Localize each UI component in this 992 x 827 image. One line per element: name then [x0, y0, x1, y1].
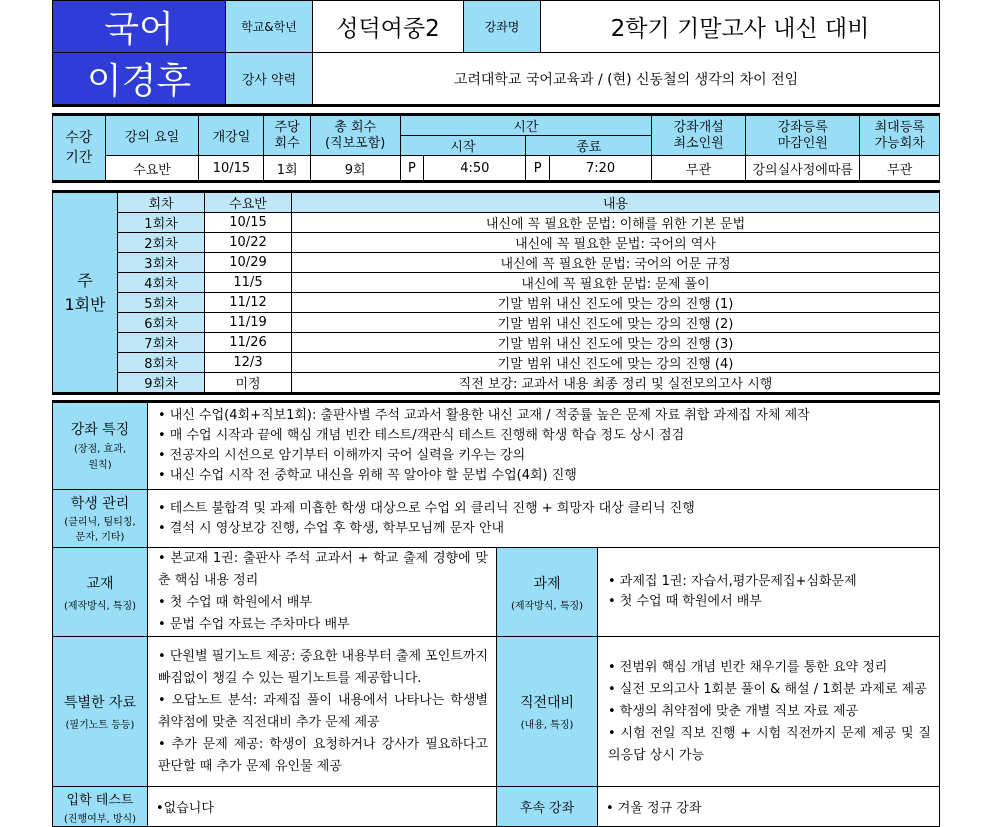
- value-weekly: 1회: [264, 156, 310, 182]
- schedule-content: 기말 범위 내신 진도에 맞는 강의 진행 (2): [292, 313, 940, 333]
- header-deadline: 강좌등록 마감인원: [746, 115, 860, 156]
- profile-value: 고려대학교 국어교육과 / (현) 신동철의 생각의 차이 전임: [313, 53, 940, 106]
- schedule-row: [53, 233, 940, 253]
- homework-label-cell: [497, 548, 598, 637]
- management-content: [148, 490, 940, 548]
- value-end-ap: P: [526, 156, 550, 182]
- special-content: [148, 637, 497, 787]
- header-max: 최대등록 가능회차: [860, 115, 940, 156]
- final-prep-sub: (내용, 특징): [520, 720, 574, 731]
- features-item: • 매 수업 시작과 끝에 핵심 개념 빈칸 테스트/객관식 테스트 진행해 학생 학습 정도 상시 점검: [158, 428, 685, 443]
- homework-label: 과제: [533, 575, 561, 592]
- management-label-cell: [53, 490, 148, 548]
- features-item: • 내신 수업 시작 전 중학교 내신을 위해 꼭 알아야 할 문법 수업(4회) 진행: [158, 468, 577, 483]
- textbook-item: • 문법 수업 자료는 주차마다 배부: [158, 617, 350, 632]
- schedule-row: [53, 273, 940, 293]
- value-day: 수요반: [105, 156, 199, 182]
- value-start: 4:50: [424, 156, 526, 182]
- schedule-content: 내신에 꼭 필요한 문법: 국어의 역사: [292, 233, 940, 253]
- schedule-header-content: 내용: [292, 192, 940, 213]
- entrance-label-cell: [53, 787, 148, 827]
- final-prep-item: • 시험 전일 직보 진행 + 시험 직전까지 문제 제공 및 질의응답 상시 가능: [608, 725, 931, 763]
- schedule-table: [52, 190, 940, 395]
- textbook-label-cell: [53, 548, 148, 637]
- details-table: [52, 400, 940, 827]
- schedule-row: [53, 353, 940, 373]
- entrance-label: 입학 테스트: [66, 792, 134, 808]
- schedule-content: 기말 범위 내신 진도에 맞는 강의 진행 (3): [292, 333, 940, 353]
- value-total: 9회: [310, 156, 400, 182]
- final-prep-item: • 전범위 핵심 개념 빈칸 채우기를 통한 요약 정리: [608, 659, 888, 675]
- profile-label: 강사 약력: [226, 53, 313, 106]
- header-total: 총 회수 (직보포함): [310, 115, 400, 156]
- course-value: 2학기 기말고사 내신 대비: [541, 1, 940, 53]
- schedule-session: 3회차: [118, 253, 205, 273]
- header-end: 종료: [526, 136, 652, 156]
- header-time: 시간: [400, 115, 652, 136]
- features-item: • 내신 수업(4회+직보1회): 출판사별 주석 교과서 활용한 내신 교재 / 적중률 높은 문제 자료 취합 과제집 자체 제작: [158, 408, 810, 423]
- schedule-content: 기말 범위 내신 진도에 맞는 강의 진행 (1): [292, 293, 940, 313]
- schedule-content: 기말 범위 내신 진도에 맞는 강의 진행 (4): [292, 353, 940, 373]
- schedule-session: 2회차: [118, 233, 205, 253]
- textbook-item: • 첫 수업 때 학원에서 배부: [158, 595, 312, 610]
- schedule-date: 10/22: [205, 233, 292, 253]
- followup-label: 후속 강좌: [497, 787, 598, 827]
- final-prep-item: • 실전 모의고사 1회분 풀이 & 해설 / 1회분 과제로 제공: [608, 681, 927, 697]
- schedule-date: 11/12: [205, 293, 292, 313]
- header-table: [52, 0, 940, 107]
- special-sub: (필기노트 등등): [65, 720, 135, 731]
- period-row-label: 수강 기간: [53, 115, 106, 182]
- schedule-session: 7회차: [118, 333, 205, 353]
- schedule-date: 10/29: [205, 253, 292, 273]
- management-item: • 결석 시 영상보강 진행, 수업 후 학생, 학부모님께 문자 안내: [158, 520, 505, 536]
- schedule-date: 10/15: [205, 213, 292, 233]
- management-sub: (클리닉, 팀티칭, 문자, 기타): [64, 516, 136, 543]
- schedule-session: 1회차: [118, 213, 205, 233]
- textbook-content: [148, 548, 497, 637]
- schedule-date: 미정: [205, 373, 292, 394]
- value-deadline: 강의실사정에따름: [746, 156, 860, 182]
- special-label-cell: [53, 637, 148, 787]
- school-label: 학교&학년: [226, 1, 313, 53]
- management-item: • 테스트 불합격 및 과제 미흡한 학생 대상으로 수업 외 클리닉 진행 + 희망자 대상 클리닉 진행: [158, 500, 695, 516]
- schedule-row: [53, 333, 940, 353]
- header-day: 강의 요일: [105, 115, 199, 156]
- schedule-session: 6회차: [118, 313, 205, 333]
- homework-content: [598, 548, 940, 637]
- schedule-row: [53, 293, 940, 313]
- final-prep-label: 직전대비: [519, 695, 575, 711]
- value-min: 무관: [652, 156, 746, 182]
- final-prep-content: [598, 637, 940, 787]
- features-label-cell: [53, 402, 148, 490]
- schedule-session: 8회차: [118, 353, 205, 373]
- special-item: • 오답노트 분석: 과제집 풀이 내용에서 나타나는 학생별 취약점에 맞춘 직전대비 추가 문제 제공: [158, 692, 488, 730]
- features-content: [148, 402, 940, 490]
- textbook-label: 교재: [86, 575, 114, 592]
- header-start: 시작: [400, 136, 526, 156]
- schedule-row: [53, 213, 940, 233]
- final-prep-label-cell: [497, 637, 598, 787]
- schedule-date: 11/19: [205, 313, 292, 333]
- schedule-session: 5회차: [118, 293, 205, 313]
- entrance-sub: (진행여부, 방식): [63, 813, 137, 825]
- schedule-session: 4회차: [118, 273, 205, 293]
- period-table: [52, 113, 940, 183]
- special-label: 특별한 자료: [63, 695, 137, 711]
- homework-item: • 첫 수업 때 학원에서 배부: [608, 594, 762, 609]
- features-sub: (장점, 효과, 원칙): [73, 443, 127, 471]
- subject-title: 국어: [53, 1, 226, 53]
- course-label: 강좌명: [464, 1, 541, 53]
- schedule-row: [53, 313, 940, 333]
- special-item: • 추가 문제 제공: 학생이 요청하거나 강사가 필요하다고 판단할 때 추가 문제 유인물 제공: [158, 736, 488, 774]
- schedule-date: 11/5: [205, 273, 292, 293]
- homework-sub: (제작방식, 특징): [510, 600, 584, 612]
- schedule-date: 11/26: [205, 333, 292, 353]
- schedule-content: 내신에 꼭 필요한 문법: 국어의 어문 규정: [292, 253, 940, 273]
- schedule-content: 내신에 꼭 필요한 문법: 이해를 위한 기본 문법: [292, 213, 940, 233]
- schedule-header-date: 수요반: [205, 192, 292, 213]
- entrance-value: •없습니다: [148, 787, 497, 827]
- schedule-session: 9회차: [118, 373, 205, 394]
- value-open: 10/15: [199, 156, 264, 182]
- teacher-name: 이경후: [53, 53, 226, 106]
- header-weekly: 주당 회수: [264, 115, 310, 156]
- management-label: 학생 관리: [70, 495, 130, 512]
- value-max: 무관: [860, 156, 940, 182]
- schedule-header-session: 회차: [118, 192, 205, 213]
- special-item: • 단원별 필기노트 제공: 중요한 내용부터 출제 포인트까지 빠짐없이 챙길 수 있는 필기노트를 제공합니다.: [158, 648, 488, 686]
- final-prep-item: • 학생의 취약점에 맞춘 개별 직보 자료 제공: [608, 703, 859, 719]
- textbook-sub: (제작방식, 특징): [63, 600, 137, 612]
- header-min: 강좌개설 최소인원: [652, 115, 746, 156]
- schedule-row-label: 주 1회반: [53, 192, 118, 394]
- value-start-ap: P: [400, 156, 424, 182]
- schedule-row: [53, 253, 940, 273]
- textbook-item: • 본교재 1권: 출판사 주석 교과서 + 학교 출제 경향에 맞춘 핵심 내용 정리: [158, 551, 488, 588]
- features-label: 강좌 특징: [70, 421, 130, 438]
- schedule-content: 직전 보강: 교과서 내용 최종 정리 및 실전모의고사 시행: [292, 373, 940, 394]
- schedule-content: 내신에 꼭 필요한 문법: 문제 풀이: [292, 273, 940, 293]
- schedule-date: 12/3: [205, 353, 292, 373]
- schedule-row: [53, 373, 940, 394]
- followup-value: • 겨울 정규 강좌: [598, 787, 940, 827]
- homework-item: • 과제집 1권: 자습서,평가문제집+심화문제: [608, 574, 857, 589]
- header-open: 개강일: [199, 115, 264, 156]
- school-value: 성덕여중2: [313, 1, 464, 53]
- features-item: • 전공자의 시선으로 암기부터 이해까지 국어 실력을 키우는 강의: [158, 448, 526, 463]
- value-end: 7:20: [550, 156, 652, 182]
